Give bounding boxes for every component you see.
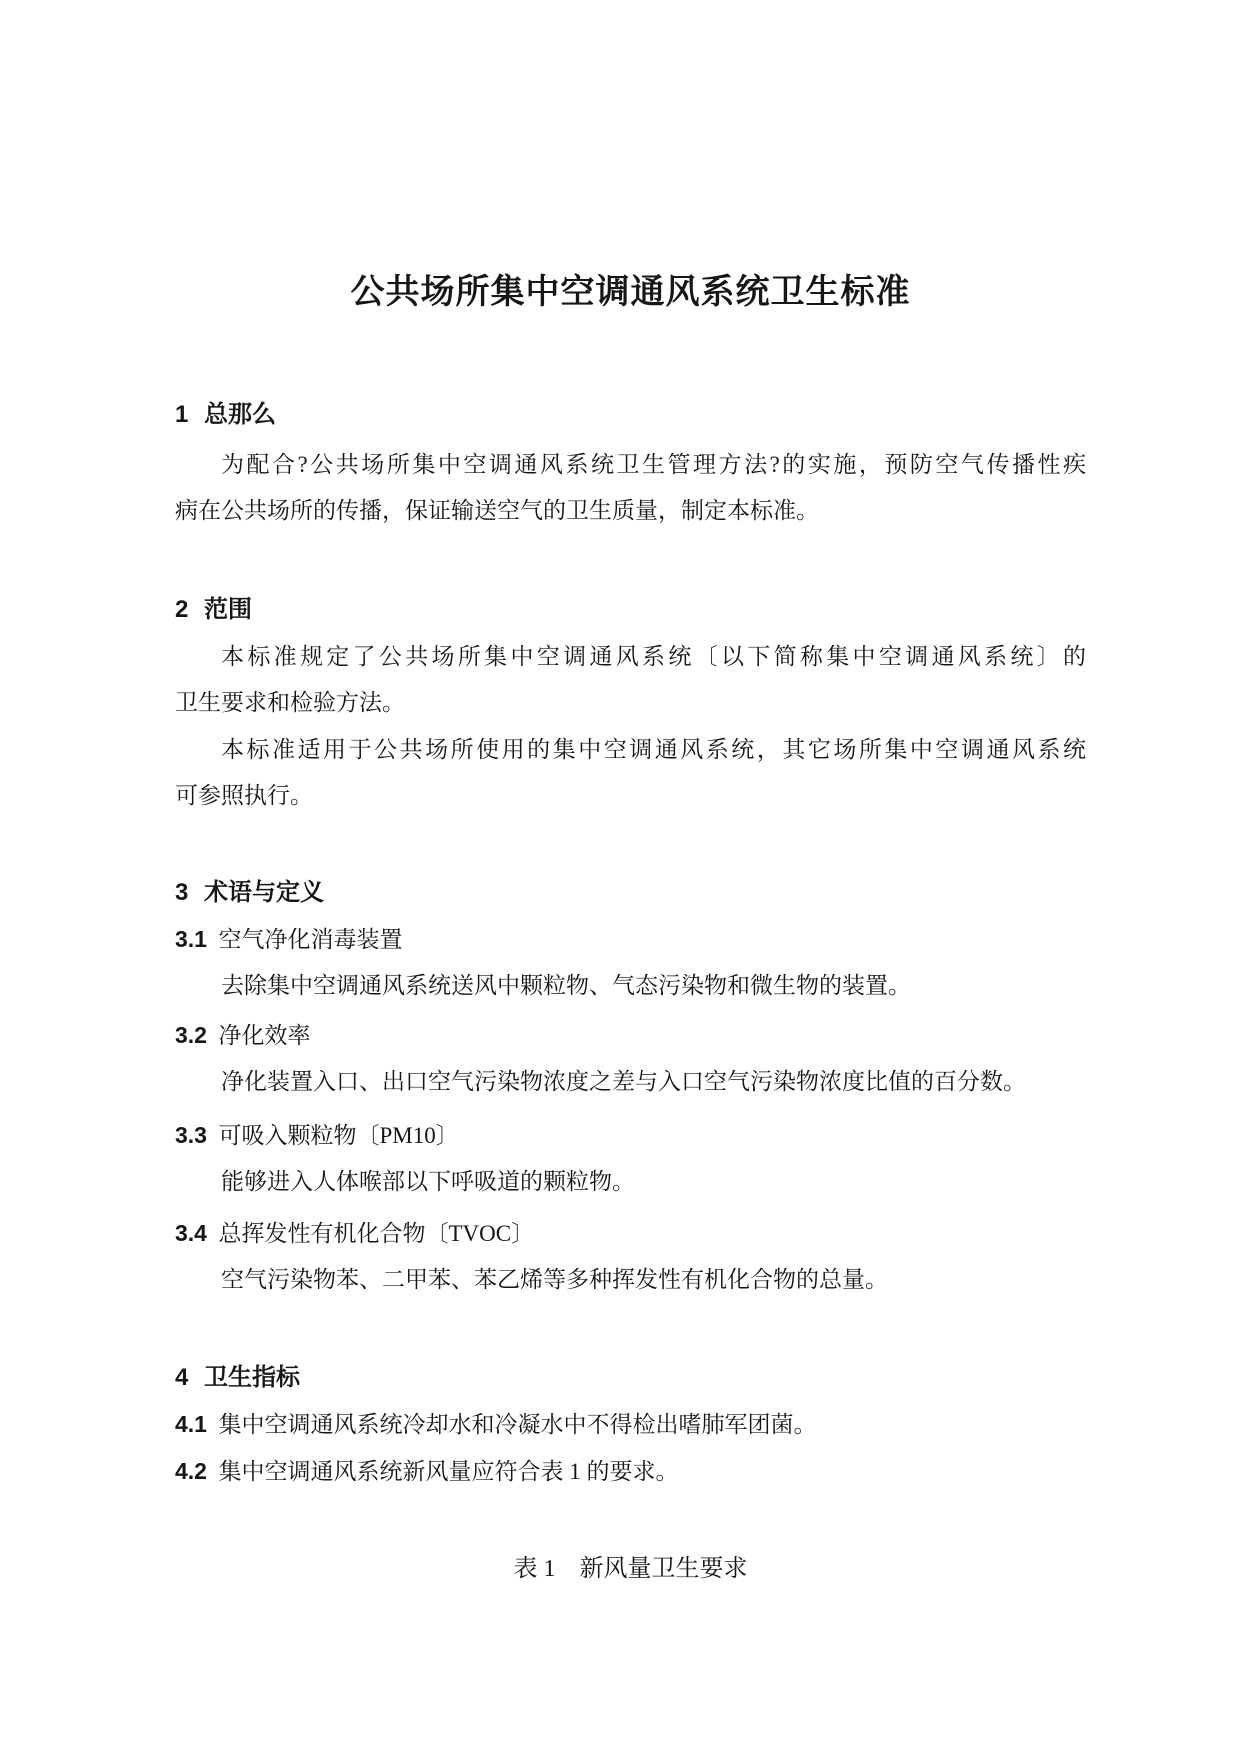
term-number: 3.4 xyxy=(175,1220,207,1246)
clause-text: 集中空调通风系统新风量应符合表 1 的要求。 xyxy=(218,1459,679,1484)
paragraph-line: 本标准适用于公共场所使用的集中空调通风系统，其它场所集中空调通风系统 xyxy=(221,737,1086,762)
section-1-title: 总那么 xyxy=(203,401,276,428)
term-name: 可吸入颗粒物〔PM10〕 xyxy=(218,1123,459,1148)
term-name: 总挥发性有机化合物〔TVOC〕 xyxy=(218,1221,535,1246)
section-1-paragraph xyxy=(175,442,1086,534)
clause-4-1 xyxy=(175,1401,1086,1448)
clause-number: 4.2 xyxy=(175,1458,207,1484)
page-title: 公共场所集中空调通风系统卫生标准 xyxy=(350,274,911,311)
paragraph-line: 为配合?公共场所集中空调通风系统卫生管理方法?的实施，预防空气传播性疾 xyxy=(221,452,1086,477)
paragraph-line: 病在公共场所的传播，保证输送空气的卫生质量，制定本标准。 xyxy=(175,498,819,523)
term-3-1 xyxy=(175,916,1086,963)
paragraph-line: 卫生要求和检验方法。 xyxy=(175,690,405,715)
section-3-title: 术语与定义 xyxy=(203,879,324,906)
term-3-3 xyxy=(175,1112,1086,1159)
section-2-heading xyxy=(175,587,1086,633)
term-name: 空气净化消毒装置 xyxy=(218,927,403,952)
term-name: 净化效率 xyxy=(218,1023,311,1048)
term-3-2 xyxy=(175,1012,1086,1059)
section-1-heading xyxy=(175,392,1086,438)
section-2-title: 范围 xyxy=(203,596,252,623)
term-3-4 xyxy=(175,1210,1086,1257)
section-3-number: 3 xyxy=(175,879,189,906)
term-3-3-definition: 能够进入人体喉部以下呼吸道的颗粒物。 xyxy=(221,1169,635,1194)
clause-text: 集中空调通风系统冷却水和冷凝水中不得检出嗜肺军团菌。 xyxy=(218,1412,817,1437)
paragraph-line: 可参照执行。 xyxy=(175,783,313,808)
term-3-1-definition: 去除集中空调通风系统送风中颗粒物、气态污染物和微生物的装置。 xyxy=(221,973,911,998)
clause-4-2 xyxy=(175,1448,1086,1495)
term-3-4-definition: 空气污染物苯、二甲苯、苯乙烯等多种挥发性有机化合物的总量。 xyxy=(221,1267,888,1292)
section-3-heading xyxy=(175,870,1086,916)
section-2-number: 2 xyxy=(175,596,189,623)
paragraph-line: 本标准规定了公共场所集中空调通风系统〔以下简称集中空调通风系统〕的 xyxy=(221,644,1086,669)
term-number: 3.2 xyxy=(175,1022,207,1048)
section-4-title: 卫生指标 xyxy=(203,1364,300,1391)
section-2-paragraph-2 xyxy=(175,727,1086,819)
section-1-number: 1 xyxy=(175,401,189,428)
table-1-caption: 表 1 新风量卫生要求 xyxy=(513,1556,748,1582)
term-number: 3.3 xyxy=(175,1122,207,1148)
term-3-2-definition: 净化装置入口、出口空气污染物浓度之差与入口空气污染物浓度比值的百分数。 xyxy=(221,1069,1026,1094)
term-number: 3.1 xyxy=(175,926,207,952)
section-4-heading xyxy=(175,1355,1086,1401)
section-2-paragraph-1 xyxy=(175,634,1086,726)
section-4-number: 4 xyxy=(175,1364,189,1391)
clause-number: 4.1 xyxy=(175,1411,207,1437)
